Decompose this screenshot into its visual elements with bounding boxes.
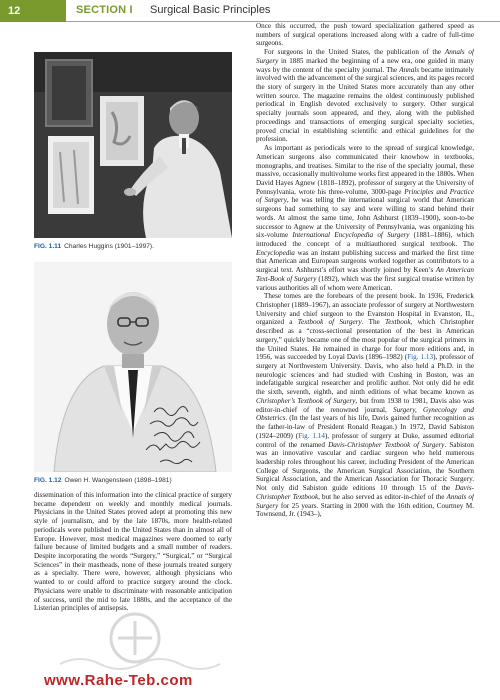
photo-owen-wangensteen [34, 262, 232, 472]
fig-ref-1-13[interactable]: Fig. 1.13 [407, 353, 434, 362]
left-column-text [34, 491, 232, 691]
figure-caption-text-2: Owen H. Wangensteen (1898–1981) [64, 477, 172, 484]
figure-number-1: FIG. 1.11 [34, 243, 62, 250]
paragraph-1: Once this occurred, the push toward specialization gathered speed as numbers of surgical operations increased along with a cadre of full-time surgeons. [256, 22, 474, 48]
fig-ref-1-14[interactable]: Fig. 1.14 [298, 431, 325, 440]
figure-caption-1 [34, 243, 154, 250]
paragraph-3: As important as periodicals were to the spread of surgical knowledge, American surgeons also communicated their knowhow in textbooks, monographs, and treatises. Similar to the rise of the specialty journal, these massive, occasionally multivolume works first appeared in the 1880s. When David Hayes Agnew (1818–1892), professor of surgery at the University of Pennsylvania, wrote his three-volume, 3000-page Principles and Practice of Surgery, he was telling the international surgical world that American surgeons had something to say and were willing to stand behind their words. At almost the same time, John Ashhurst (1839–1900), soon-to-be successor to Agnew at the University of Pennsylvania, was organizing his six-volume International Encyclopedia of Surgery (1881–1886), which introduced the concept of a multiauthored surgical textbook. The Encyclopedia was an instant publishing success and marked the first time that American and European surgeons worked together as contributors to a surgical text. Ashhurst’s effort was shortly joined by Keen’s An American Text-Book of Surgery (1892), which was the first surgical treatise written by various authorities all of whom were American. [256, 144, 474, 292]
page-number: 12 [0, 0, 66, 22]
paragraph-2: For surgeons in the United States, the publication of the Annals of Surgery in 1885 marked the beginning of a new era, one guided in many ways by the content of the specialty journal. The Annals became intimately involved with the advancement of the surgical sciences, and its pages record the story of surgery in the United States more accurately than any other written source. The magazine remains the oldest continuously published periodical in English devoted exclusively to surgery. Other surgical specialty journals soon appeared, and they, along with the published proceedings and transactions of emerging surgical specialty societies, proved crucial in establishing scientific and ethical guidelines for the profession. [256, 48, 474, 144]
photo-charles-huggins [34, 52, 232, 238]
paragraph-4: These tomes are the forebears of the present book. In 1936, Frederick Christopher (1889–1967), an associate professor of surgery at Northwestern University and chief surgeon to the Evanston Hospital in Evanston, IL, organized a Textbook of Surgery. The Textbook, which Christopher described as a “cross-sectional presentation of the best in American surgery,” quickly became one of the most popular of the surgical primers in the United States. He remained in charge for four more editions and, in 1956, was succeeded by Loyal Davis (1896–1982) (Fig. 1.13), professor of surgery at Northwestern University. Davis, who also held a Ph.D. in the neurologic sciences and had studied with Cushing in Boston, was an indefatigable surgical researcher and prolific author. Not only did he edit the sixth, seventh, eighth, and ninth editions of what became known as Christopher’s Textbook of Surgery, but from 1938 to 1981, Davis also was editor-in-chief of the renowned journal, Surgery, Gynecology and Obstetrics. (In the last years of his life, Davis gained further recognition as the father-in-law of President Ronald Reagan.) In 1972, David Sabiston (1924–2009) (Fig. 1.14), professor of surgery at Duke, assumed editorial control of the renamed Davis-Christopher Textbook of Surgery. Sabiston was an innovative vascular and cardiac surgeon who held numerous leadership roles throughout his career, including President of the American College of Surgeons, the American Surgical Association, the Southern Surgical Association, and the American Association for Thoracic Surgery. Not only did Sabiston guide editions 10 through 15 of the Davis-Christopher Textbook, but he also served as editor-in-chief of the Annals of Surgery for 25 years. Starting in 2000 with the 16th edition, Courtney M. Townsend, Jr. (1943–), [256, 292, 474, 519]
figure-caption-2 [34, 477, 172, 484]
right-column-text [256, 22, 474, 694]
section-label: SECTION I [76, 4, 133, 16]
left-paragraph: dissemination of this information into the clinical practice of surgery became dependent on weekly and monthly medical journals. Physicians in the United States proved adept at promoting this new style of journalism, and by the late 1870s, more health-related periodicals were published in the United States than in almost all of Europe. However, most medical magazines were doomed to early failure because of limited budgets and a small number of readers. Despite incorporating the words “Surgery,” “Surgical,” or “Surgical Sciences” in their mastheads, none of these journals treated surgery as a specialty. There were, however, although physicians who wanted to or could afford to practice surgery around the clock. Physicians were unable to discriminate with reasonable anticipation of success, until the mid to late 1880s, and the acceptance of the Listerian principles of antisepsis. [34, 491, 232, 613]
section-title: Surgical Basic Principles [150, 4, 271, 16]
page-header [0, 0, 500, 22]
figure-number-2: FIG. 1.12 [34, 477, 62, 484]
figure-caption-text-1: Charles Huggins (1901–1997). [64, 243, 154, 250]
watermark-text: www.Rahe-Teb.com [44, 672, 193, 689]
